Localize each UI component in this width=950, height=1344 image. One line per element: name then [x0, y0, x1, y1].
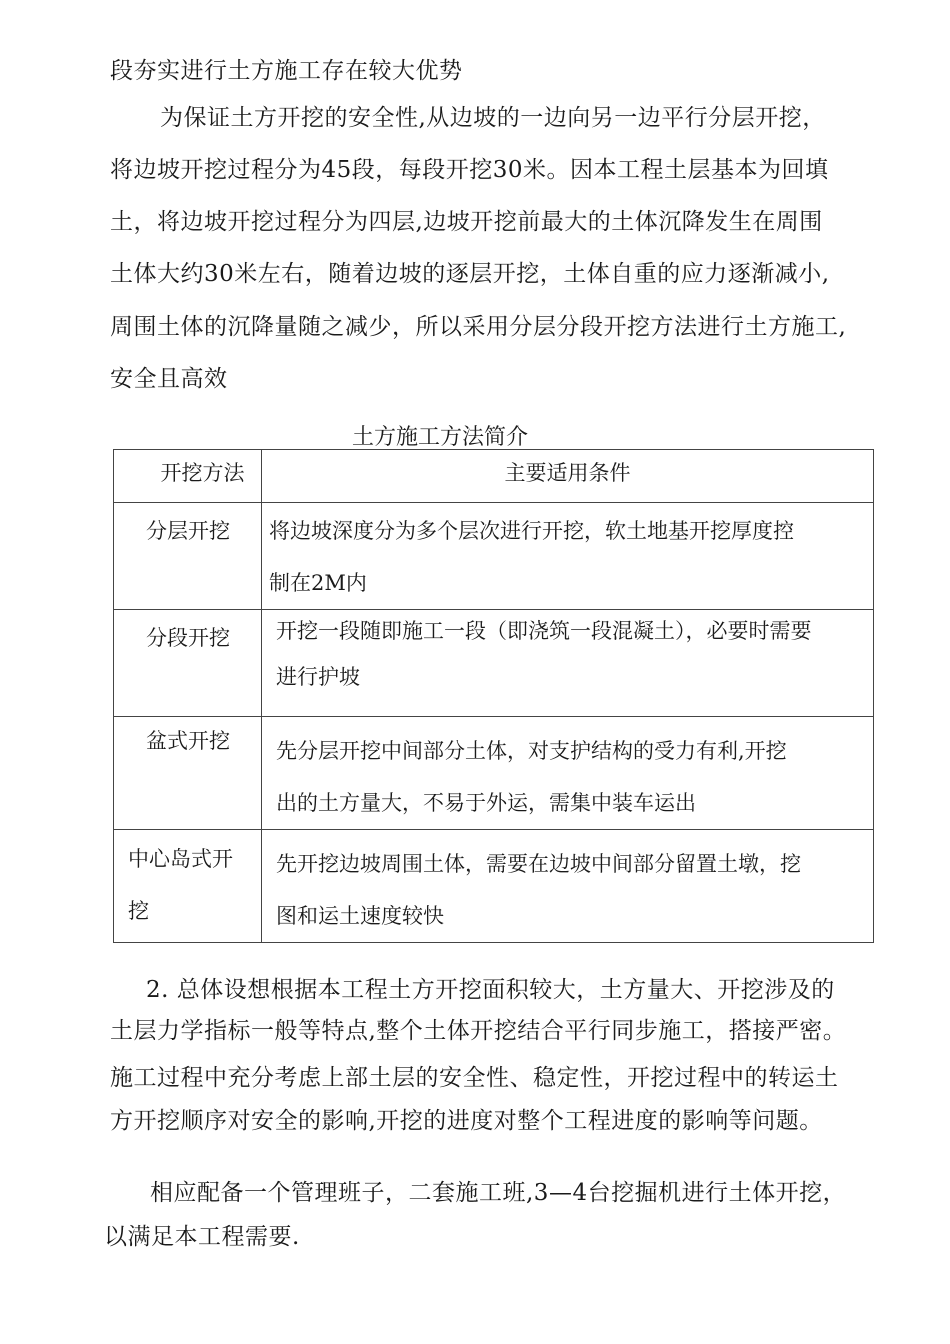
paragraph-line: 2. 总体设想根据本工程土方开挖面积较大，土方量大、开挖涉及的 [146, 977, 835, 1003]
method-name: 盆式开挖 [146, 729, 230, 753]
excavation-methods-table [113, 449, 874, 943]
header-condition-label: 主要适用条件 [504, 461, 631, 485]
method-name: 分段开挖 [146, 626, 230, 650]
paragraph-line: 安全且高效 [110, 366, 228, 392]
paragraph-line: 将边坡开挖过程分为45段，每段开挖30米。因本工程土层基本为回填 [110, 157, 829, 183]
condition-line: 先分层开挖中间部分土体，对支护结构的受力有利,开挖 [276, 739, 787, 763]
condition-line: 图和运土速度较快 [276, 904, 444, 928]
table-header-row [114, 450, 874, 503]
table-row [114, 610, 874, 717]
condition-line: 制在2M内 [269, 571, 367, 595]
condition-line-clipped: 进行护坡 [276, 665, 360, 686]
method-cell [114, 503, 262, 610]
header-method-label: 开挖方法 [160, 461, 245, 485]
method-cell [114, 610, 262, 717]
condition-line: 将边坡深度分为多个层次进行开挖，软土地基开挖厚度控 [269, 519, 794, 543]
table-row [114, 717, 874, 830]
paragraph-line: 以满足本工程需要. [104, 1224, 300, 1250]
paragraph-line: 为保证土方开挖的安全性,从边坡的一边向另一边平行分层开挖， [160, 105, 826, 131]
method-name-line: 中心岛式开 [128, 847, 233, 871]
paragraph-line: 方开挖顺序对安全的影响,开挖的进度对整个工程进度的影响等问题。 [110, 1108, 823, 1134]
condition-line: 先开挖边坡周围土体，需要在边坡中间部分留置土墩，挖 [276, 852, 801, 876]
condition-line: 开挖一段随即施工一段（即浇筑一段混凝土），必要时需要 [276, 619, 812, 643]
method-cell [114, 830, 262, 943]
header-method [114, 450, 262, 503]
paragraph-line: 土层力学指标一般等特点,整个土体开挖结合平行同步施工，搭接严密。 [110, 1018, 847, 1044]
table-row [114, 503, 874, 610]
table-row [114, 830, 874, 943]
paragraph-line: 土，将边坡开挖过程分为四层,边坡开挖前最大的土体沉降发生在周围 [110, 209, 823, 235]
header-condition [262, 450, 874, 503]
condition-cell [262, 610, 874, 717]
method-cell [114, 717, 262, 830]
condition-cell [262, 717, 874, 830]
condition-line: 出的土方量大，不易于外运，需集中装车运出 [276, 791, 696, 815]
condition-cell [262, 830, 874, 943]
method-name-line: 挖 [128, 899, 149, 923]
method-name: 分层开挖 [146, 519, 230, 543]
paragraph-line: 相应配备一个管理班子，二套施工班,3—4台挖掘机进行土体开挖， [150, 1180, 847, 1206]
condition-cell [262, 503, 874, 610]
paragraph-continuation: 段夯实进行土方施工存在较大优势 [110, 58, 463, 84]
paragraph-line: 施工过程中充分考虑上部土层的安全性、稳定性，开挖过程中的转运土 [110, 1065, 839, 1091]
table-caption: 土方施工方法简介 [352, 425, 529, 450]
paragraph-line: 土体大约30米左右，随着边坡的逐层开挖，土体自重的应力逐渐减小, [110, 261, 830, 287]
paragraph-line: 周围土体的沉降量随之减少，所以采用分层分段开挖方法进行土方施工, [110, 314, 847, 340]
